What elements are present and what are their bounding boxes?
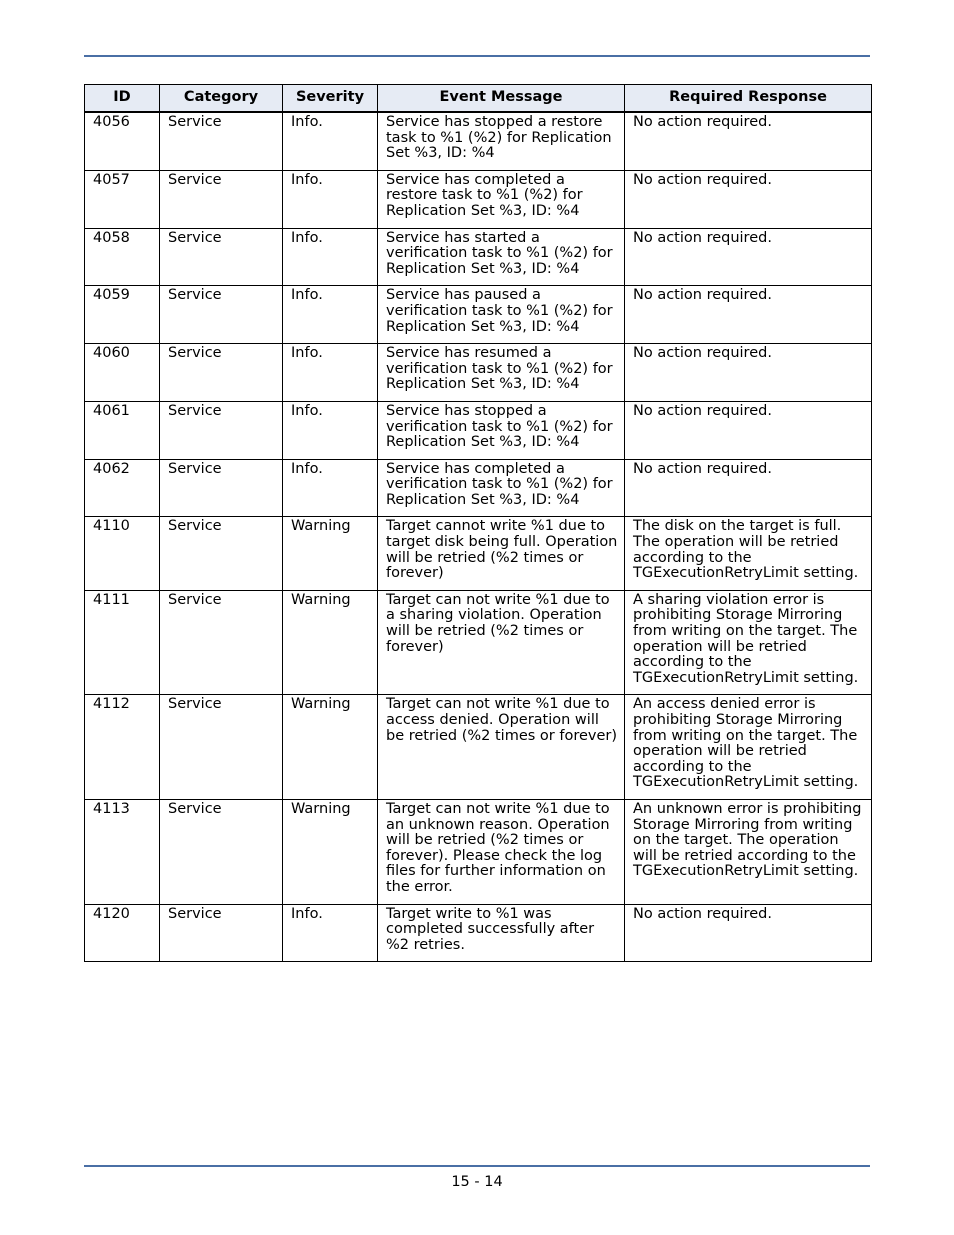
cell-required-response: No action required. xyxy=(625,170,872,228)
cell-category: Service xyxy=(160,904,283,962)
table-row xyxy=(85,695,872,800)
cell-category: Service xyxy=(160,228,283,286)
cell-event-message: Service has started a verification task to %1 (%2) for Replication Set %3, ID: %4 xyxy=(378,228,625,286)
cell-severity: Info. xyxy=(283,170,378,228)
cell-severity: Info. xyxy=(283,344,378,402)
cell-severity: Warning xyxy=(283,799,378,904)
cell-event-message: Service has completed a restore task to %1 (%2) for Replication Set %3, ID: %4 xyxy=(378,170,625,228)
cell-severity: Warning xyxy=(283,590,378,695)
cell-severity: Info. xyxy=(283,904,378,962)
cell-required-response: A sharing violation error is prohibiting Storage Mirroring from writing on the target. The operation will be retried according to the TGExecutionRetryLimit setting. xyxy=(625,590,872,695)
cell-category: Service xyxy=(160,695,283,800)
cell-id: 4111 xyxy=(85,590,160,695)
cell-category: Service xyxy=(160,344,283,402)
cell-severity: Warning xyxy=(283,517,378,590)
footer-rule xyxy=(84,1165,870,1167)
cell-id: 4060 xyxy=(85,344,160,402)
table-row xyxy=(85,170,872,228)
cell-id: 4059 xyxy=(85,286,160,344)
table-row xyxy=(85,344,872,402)
cell-event-message: Service has resumed a verification task to %1 (%2) for Replication Set %3, ID: %4 xyxy=(378,344,625,402)
cell-severity: Info. xyxy=(283,459,378,517)
cell-required-response: No action required. xyxy=(625,401,872,459)
cell-event-message: Service has stopped a verification task to %1 (%2) for Replication Set %3, ID: %4 xyxy=(378,401,625,459)
cell-category: Service xyxy=(160,286,283,344)
table-row xyxy=(85,799,872,904)
table-row xyxy=(85,459,872,517)
cell-severity: Info. xyxy=(283,401,378,459)
cell-id: 4113 xyxy=(85,799,160,904)
cell-event-message: Target write to %1 was completed successfully after %2 retries. xyxy=(378,904,625,962)
cell-severity: Info. xyxy=(283,286,378,344)
table-row xyxy=(85,904,872,962)
cell-required-response: No action required. xyxy=(625,459,872,517)
header-required-response: Required Response xyxy=(625,85,872,113)
cell-id: 4056 xyxy=(85,112,160,170)
cell-id: 4112 xyxy=(85,695,160,800)
cell-event-message: Service has paused a verification task to %1 (%2) for Replication Set %3, ID: %4 xyxy=(378,286,625,344)
cell-required-response: The disk on the target is full. The operation will be retried according to the TGExecutionRetryLimit setting. xyxy=(625,517,872,590)
table-row xyxy=(85,286,872,344)
event-table-body xyxy=(85,112,872,962)
table-row xyxy=(85,590,872,695)
header-severity: Severity xyxy=(283,85,378,113)
cell-required-response: No action required. xyxy=(625,904,872,962)
cell-required-response: No action required. xyxy=(625,286,872,344)
cell-category: Service xyxy=(160,112,283,170)
cell-severity: Info. xyxy=(283,112,378,170)
cell-category: Service xyxy=(160,170,283,228)
cell-required-response: No action required. xyxy=(625,344,872,402)
page-number: 15 - 14 xyxy=(451,1174,503,1190)
cell-event-message: Service has completed a verification task to %1 (%2) for Replication Set %3, ID: %4 xyxy=(378,459,625,517)
cell-id: 4057 xyxy=(85,170,160,228)
cell-id: 4058 xyxy=(85,228,160,286)
header-category: Category xyxy=(160,85,283,113)
header-id: ID xyxy=(85,85,160,113)
cell-event-message: Service has stopped a restore task to %1 (%2) for Replication Set %3, ID: %4 xyxy=(378,112,625,170)
table-row xyxy=(85,228,872,286)
cell-required-response: An unknown error is prohibiting Storage Mirroring from writing on the target. The operation will be retried according to the TGExecutionRetryLimit setting. xyxy=(625,799,872,904)
cell-id: 4062 xyxy=(85,459,160,517)
cell-id: 4061 xyxy=(85,401,160,459)
table-row xyxy=(85,517,872,590)
cell-event-message: Target can not write %1 due to a sharing violation. Operation will be retried (%2 times or forever) xyxy=(378,590,625,695)
cell-required-response: An access denied error is prohibiting Storage Mirroring from writing on the target. The operation will be retried according to the TGExecutionRetryLimit setting. xyxy=(625,695,872,800)
table-header-row xyxy=(85,85,872,113)
cell-category: Service xyxy=(160,459,283,517)
cell-required-response: No action required. xyxy=(625,112,872,170)
table-row xyxy=(85,112,872,170)
event-table xyxy=(84,84,872,962)
cell-category: Service xyxy=(160,401,283,459)
header-event-message: Event Message xyxy=(378,85,625,113)
header-rule xyxy=(84,55,870,57)
cell-category: Service xyxy=(160,590,283,695)
cell-id: 4120 xyxy=(85,904,160,962)
cell-required-response: No action required. xyxy=(625,228,872,286)
cell-severity: Warning xyxy=(283,695,378,800)
table-row xyxy=(85,401,872,459)
cell-severity: Info. xyxy=(283,228,378,286)
cell-event-message: Target cannot write %1 due to target disk being full. Operation will be retried (%2 times or forever) xyxy=(378,517,625,590)
cell-event-message: Target can not write %1 due to an unknown reason. Operation will be retried (%2 times or forever). Please check the log files for further information on the error. xyxy=(378,799,625,904)
cell-category: Service xyxy=(160,799,283,904)
cell-id: 4110 xyxy=(85,517,160,590)
cell-category: Service xyxy=(160,517,283,590)
cell-event-message: Target can not write %1 due to access denied. Operation will be retried (%2 times or forever) xyxy=(378,695,625,800)
